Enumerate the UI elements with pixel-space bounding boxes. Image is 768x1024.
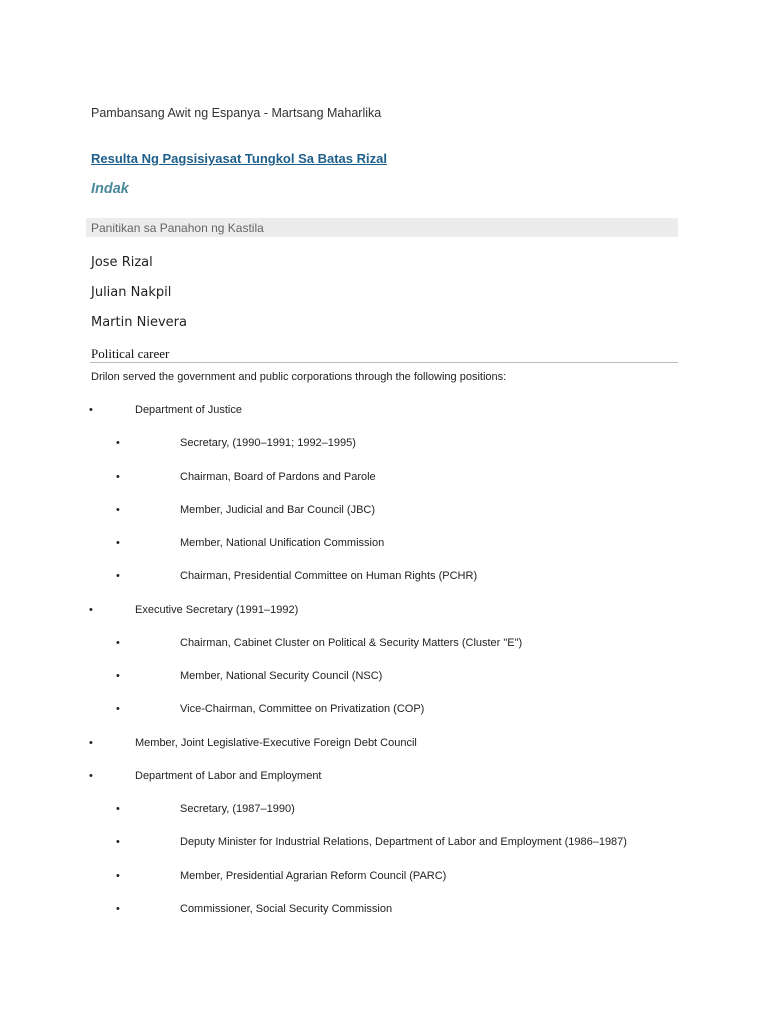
article-link[interactable]: Resulta Ng Pagsisiyasat Tungkol Sa Batas Rizal	[91, 151, 387, 166]
sub-list-item: Secretary, (1990–1991; 1992–1995)	[180, 437, 356, 449]
bullet-icon: •	[116, 903, 120, 915]
list-item: Executive Secretary (1991–1992)	[135, 604, 299, 616]
sub-list-item: Member, National Security Council (NSC)	[180, 670, 383, 682]
subheading: Indak	[91, 181, 129, 197]
section-divider	[90, 362, 678, 363]
list-item: Member, Joint Legislative-Executive Foreign Debt Council	[135, 737, 417, 749]
sub-list-item: Deputy Minister for Industrial Relations, Department of Labor and Employment (1986–1987)	[180, 836, 627, 848]
bullet-icon: •	[116, 703, 120, 715]
sub-list-item: Chairman, Presidential Committee on Human Rights (PCHR)	[180, 570, 478, 582]
bullet-icon: •	[116, 437, 120, 449]
bullet-icon: •	[116, 570, 120, 582]
bullet-icon: •	[89, 604, 93, 616]
bullet-icon: •	[89, 404, 93, 416]
list-item: Department of Justice	[135, 404, 242, 416]
bullet-icon: •	[116, 870, 120, 882]
bullet-icon: •	[89, 770, 93, 782]
sub-list-item: Member, Presidential Agrarian Reform Council (PARC)	[180, 870, 447, 882]
highlight-bar-text: Panitikan sa Panahon ng Kastila	[91, 221, 264, 235]
document-title: Pambansang Awit ng Espanya - Martsang Maharlika	[91, 106, 382, 120]
name-item: Julian Nakpil	[91, 285, 172, 300]
section-intro: Drilon served the government and public corporations through the following positions:	[91, 371, 507, 383]
bullet-icon: •	[116, 471, 120, 483]
list-item: Department of Labor and Employment	[135, 770, 322, 782]
name-item: Jose Rizal	[91, 255, 153, 270]
sub-list-item: Member, National Unification Commission	[180, 537, 385, 549]
sub-list-item: Vice-Chairman, Committee on Privatization (COP)	[180, 703, 425, 715]
sub-list-item: Chairman, Cabinet Cluster on Political & Security Matters (Cluster "E")	[180, 637, 523, 649]
bullet-icon: •	[116, 836, 120, 848]
bullet-icon: •	[89, 737, 93, 749]
section-heading: Political career	[91, 346, 170, 361]
bullet-icon: •	[116, 504, 120, 516]
sub-list-item: Chairman, Board of Pardons and Parole	[180, 471, 376, 483]
sub-list-item: Commissioner, Social Security Commission	[180, 903, 393, 915]
bullet-icon: •	[116, 803, 120, 815]
bullet-icon: •	[116, 637, 120, 649]
bullet-icon: •	[116, 537, 120, 549]
sub-list-item: Member, Judicial and Bar Council (JBC)	[180, 504, 376, 516]
sub-list-item: Secretary, (1987–1990)	[180, 803, 295, 815]
bullet-icon: •	[116, 670, 120, 682]
name-item: Martin Nievera	[91, 315, 187, 330]
